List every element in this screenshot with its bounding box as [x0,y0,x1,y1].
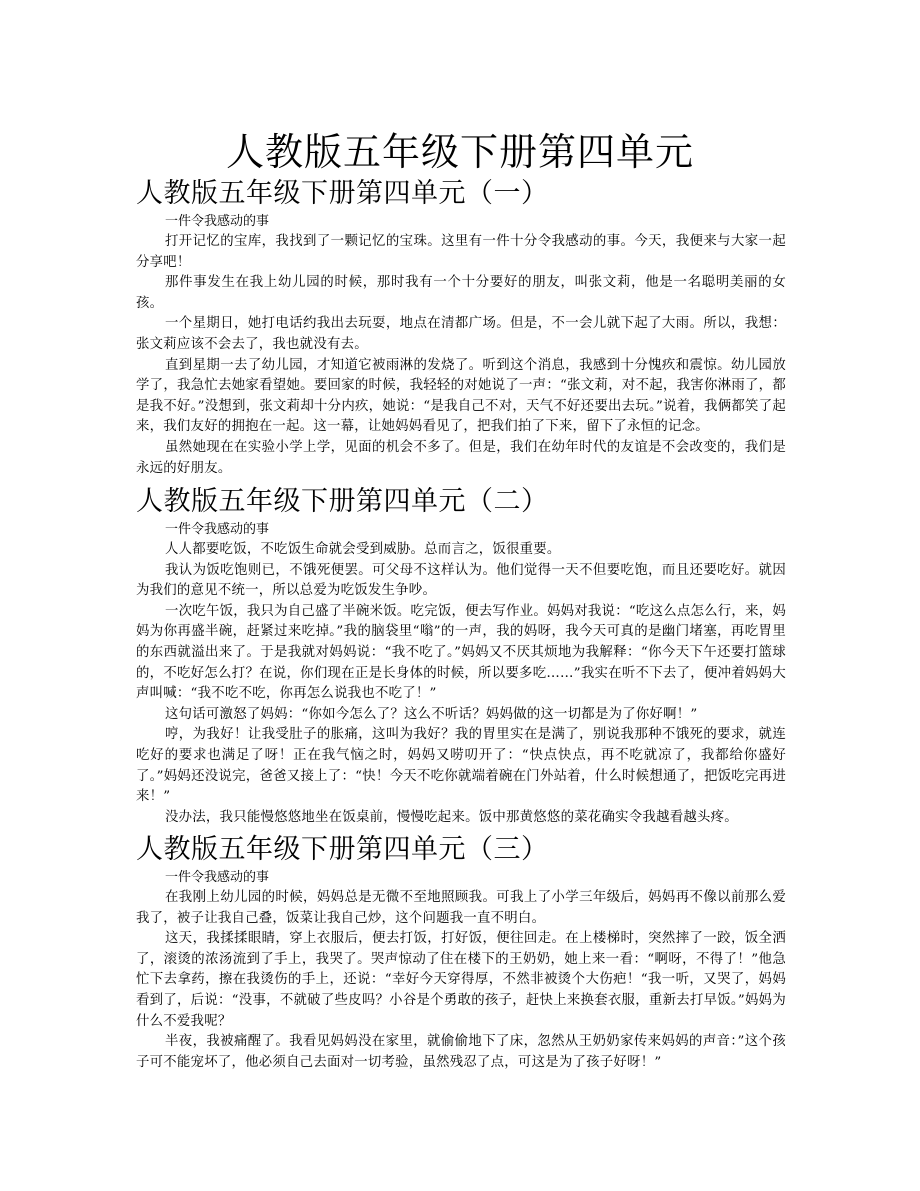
section-3 [136,832,786,1073]
paragraph: 这句话可激怒了妈妈：“你如今怎么了？这么不听话？妈妈做的这一切都是为了你好啊！” [165,706,698,722]
paragraph: 直到星期一去了幼儿园，才知道它被雨淋的发烧了。听到这个消息，我感到十分愧疚和震惊。幼儿园放学了，我急忙去她家看望她。要回家的时候，我轻轻的对她说了一声：“张文莉，对不起，我害你淋雨了，都是我不好。”没想到，张文莉却十分内疚，她说：“是我自己不对，天气不好还要出去玩。”说着，我俩都笑了起来，我们友好的拥抱在一起。这一幕，让她妈妈看见了，把我们拍了下来，留下了永恒的记念。 [136,357,786,435]
paragraph: 人人都要吃饭，不吃饭生命就会受到威胁。总而言之，饭很重要。 [165,542,561,557]
paragraph: 半夜，我被痛醒了。我看见妈妈没在家里，就偷偷地下了床，忽然从王奶奶家传来妈妈的声音：”这个孩子可不能宠坏了，他必须自己去面对一切考验，虽然残忍了点，可这是为了孩子好呀！” [136,1034,786,1070]
paragraph: 打开记忆的宝库，我找到了一颗记忆的宝珠。这里有一件十分令我感动的事。今天，我便来与大家一起分享吧！ [136,234,786,270]
section-subtitle: 一件令我感动的事 [165,870,270,885]
paragraph: 哼，为我好！让我受肚子的胀痛，这叫为我好？我的胃里实在是满了，别说我那种不饿死的要求，就连吃好的要求也满足了呀！正在我气恼之时，妈妈又唠叨开了：“快点快点，再不吃就凉了，我都给你盛好了。”妈妈还没说完，爸爸又接上了：“快！今天不吃你就端着碗在门外站着，什么时候想通了，把饭吃完再进来！” [136,727,786,805]
section-subtitle: 一件令我感动的事 [165,522,270,537]
paragraph: 在我刚上幼儿园的时候，妈妈总是无微不至地照顾我。可我上了小学三年级后，妈妈再不像以前那么爱我了，被子让我自己叠，饭菜让我自己炒，这个问题我一直不明白。 [136,890,786,926]
section-heading: 人教版五年级下册第四单元（一） [136,178,549,209]
paragraph: 那件事发生在我上幼儿园的时候，那时我有一个十分要好的朋友，叫张文莉，他是一名聪明美丽的女孩。 [136,275,786,311]
section-1 [136,176,786,479]
section-heading: 人教版五年级下册第四单元（三） [136,834,549,865]
document-title: 人教版五年级下册第四单元 [225,130,694,174]
section-heading: 人教版五年级下册第四单元（二） [136,486,549,517]
paragraph: 虽然她现在在实验小学上学，见面的机会不多了。但是，我们在幼年时代的友谊是不会改变的，我们是永远的好朋友。 [136,439,786,476]
paragraph: 这天，我揉揉眼睛，穿上衣服后，便去打饭，打好饭，便往回走。在上楼梯时，突然摔了一跤，饭全洒了，滚烫的浓汤流到了手上，我哭了。哭声惊动了住在楼下的王奶奶，她上来一看：“啊呀，不得了！”他急忙下去拿药，擦在我烫伤的手上，还说：“幸好今天穿得厚，不然非被烫个大伤疤！“我一听，又哭了，妈妈看到了，后说：“没事，不就破了些皮吗？小谷是个勇敢的孩子，赶快上来换套衣服，重新去打早饭。”妈妈为什么不爱我呢？ [136,931,786,1029]
paragraph: 没办法，我只能慢悠悠地坐在饭桌前，慢慢吃起来。饭中那黄悠悠的菜花确实令我越看越头疼。 [165,809,738,825]
paragraph: 我认为饭吃饱则已，不饿死便罢。可父母不这样认为。他们觉得一天不但要吃饱，而且还要吃好。就因为我们的意见不统一，所以总爱为吃饭发生争吵。 [136,562,786,599]
paragraph: 一个星期日，她打电话约我出去玩耍，地点在清都广场。但是，不一会儿就下起了大雨。所以，我想：张文莉应该不会去了，我也就没有去。 [136,316,786,352]
section-2 [136,484,786,828]
paragraph: 一次吃午饭，我只为自己盛了半碗米饭。吃完饭，便去写作业。妈妈对我说：“吃这么点怎么行，来，妈妈为你再盛半碗，赶紧过来吃掉。”我的脑袋里“嗡”的一声，我的妈呀，我今天可真的是幽门堵塞，再吃胃里的东西就溢出来了。于是我就对妈妈说：“我不吃了。”妈妈又不厌其烦地为我解释：“你今天下午还要打篮球的，不吃好怎么打？在说，你们现在正是长身体的时候，所以要多吃……”我实在听不下去了，便冲着妈妈大声叫喊：“我不吃不吃，你再怎么说我也不吃了！” [136,603,786,702]
section-subtitle: 一件令我感动的事 [165,214,270,229]
